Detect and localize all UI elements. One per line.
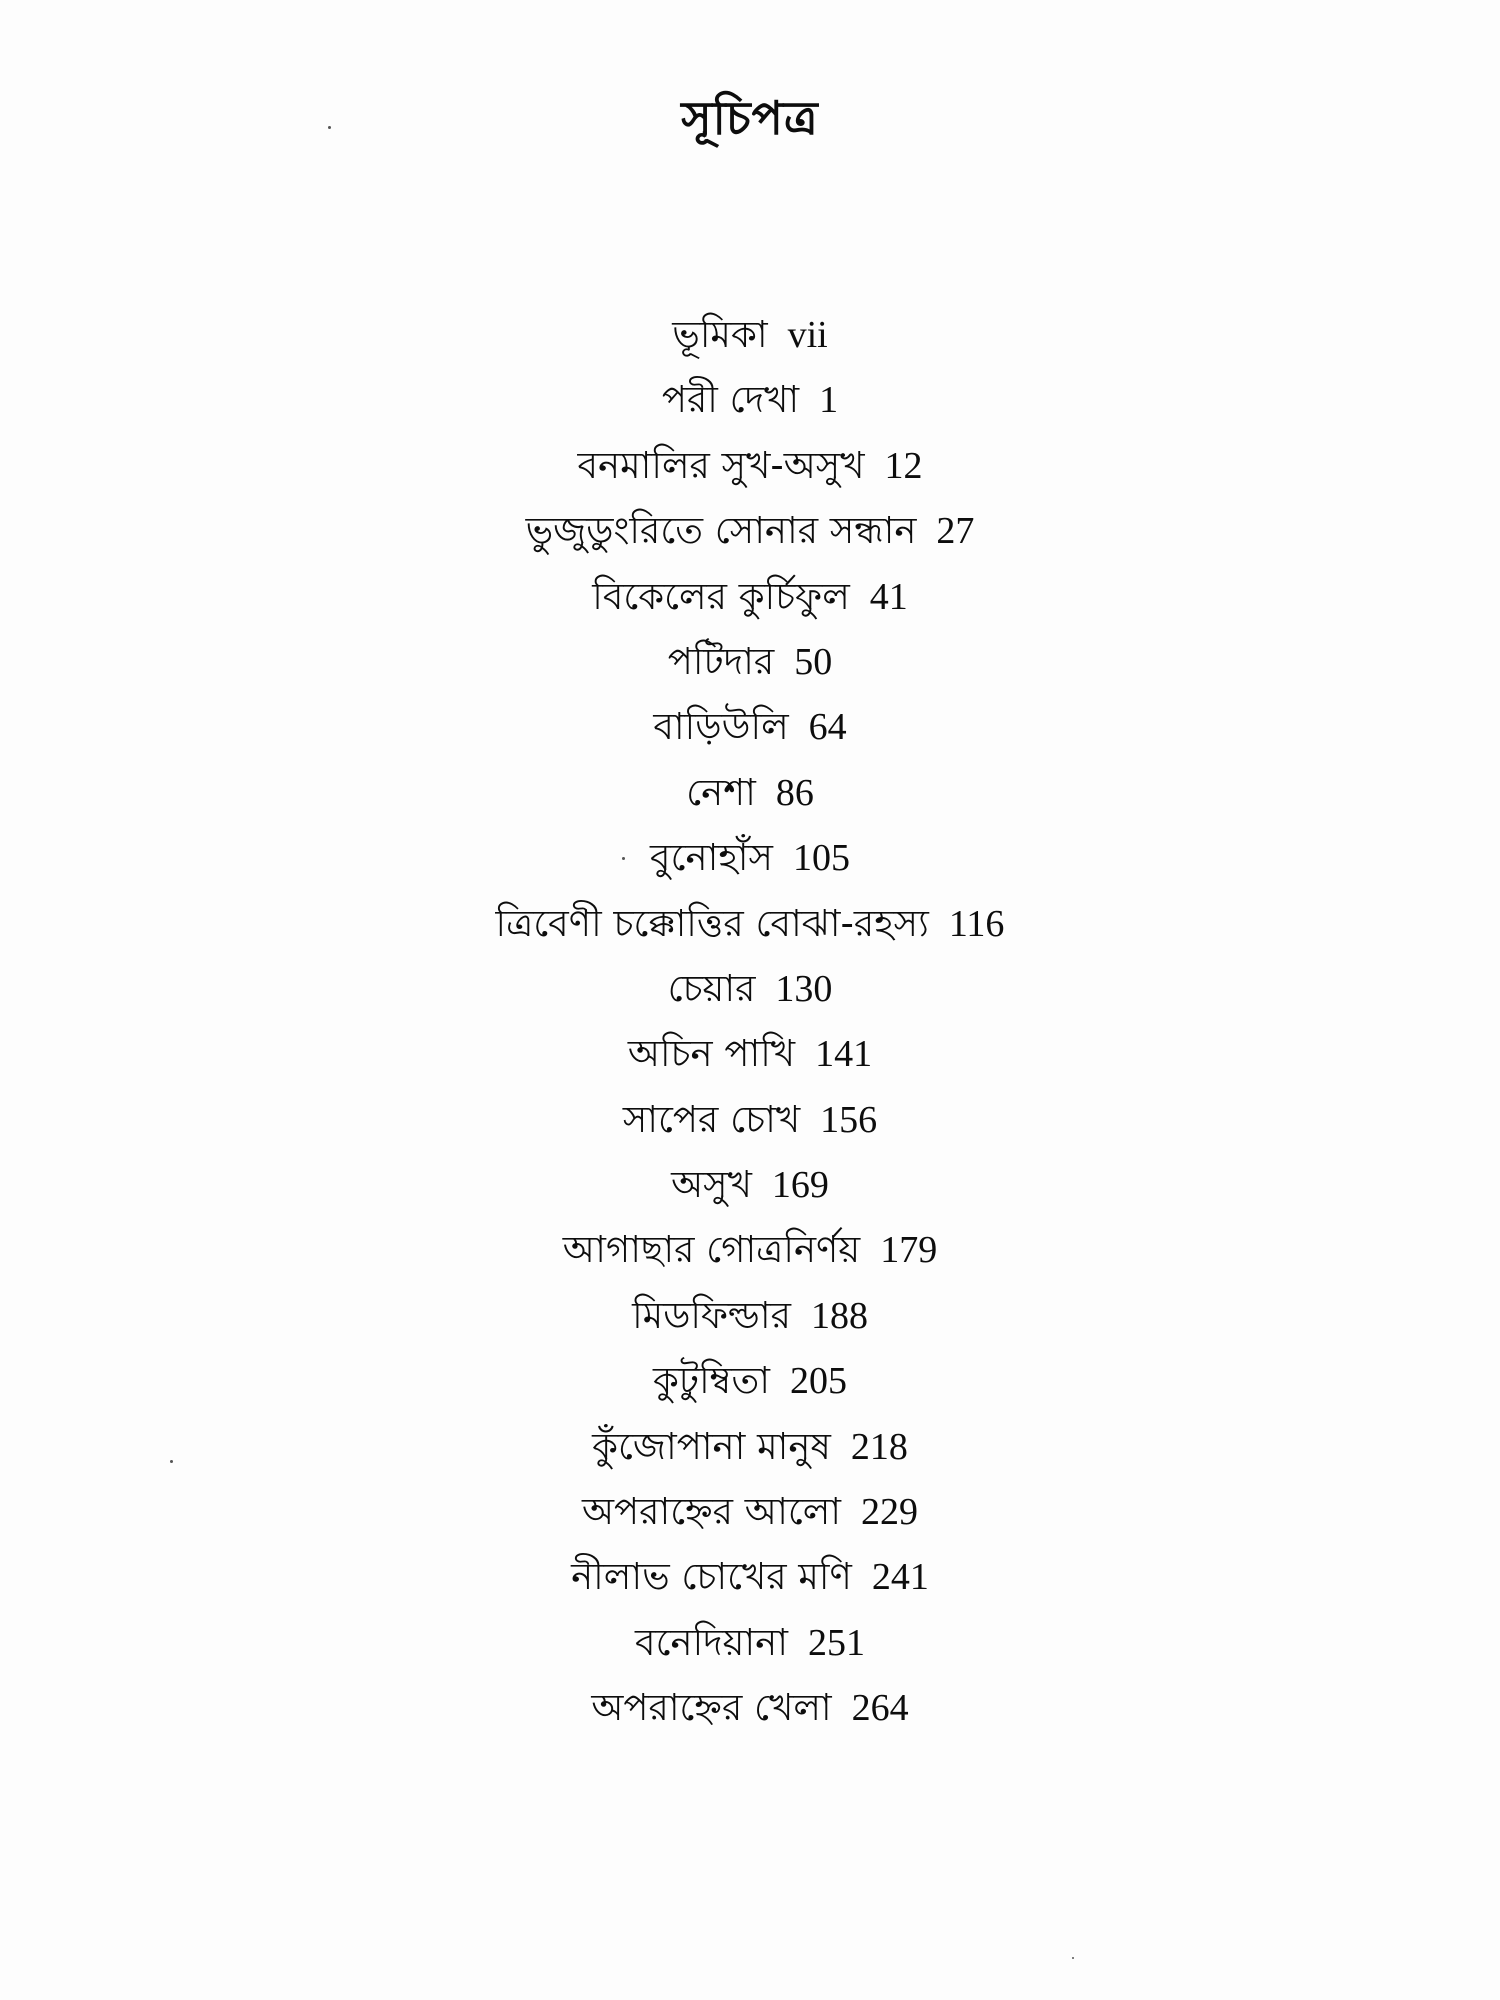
toc-entry	[0, 956, 1500, 1021]
toc-entry-page: 41	[869, 575, 908, 618]
toc-entry-page: 188	[810, 1294, 868, 1337]
toc-entry	[0, 760, 1500, 825]
toc-entry-page: 218	[850, 1425, 908, 1468]
toc-entry-title: অসুখ	[671, 1163, 752, 1207]
toc-entry-page: 156	[820, 1098, 878, 1141]
toc-entry-page: 64	[808, 706, 847, 749]
toc-entry-page: 179	[880, 1229, 938, 1272]
toc-entry	[0, 1479, 1500, 1544]
toc-entry-title: বনেদিয়ানা	[635, 1620, 788, 1664]
toc-entry-page: 229	[861, 1491, 919, 1534]
table-of-contents	[0, 302, 1500, 1741]
toc-entry	[0, 1348, 1500, 1413]
page-title: সূচিপত্র	[681, 91, 819, 145]
toc-entry	[0, 1283, 1500, 1348]
toc-entry-title: বিকেলের কুর্চিফুল	[592, 574, 850, 618]
toc-entry-page: 50	[794, 640, 833, 683]
toc-entry-title: চেয়ার	[667, 966, 756, 1010]
toc-entry	[0, 302, 1500, 367]
toc-entry	[0, 825, 1500, 890]
toc-entry-page: 205	[789, 1360, 847, 1403]
toc-entry-title: বাড়িউলি	[653, 705, 789, 749]
toc-entry-page: 116	[948, 902, 1005, 945]
toc-entry-title: আগাছার গোত্রনির্ণয়	[562, 1228, 861, 1272]
scan-speck	[622, 857, 625, 860]
toc-entry-title: অচিন পাখি	[627, 1032, 796, 1076]
toc-entry	[0, 891, 1500, 956]
toc-entry-page: 27	[936, 510, 975, 553]
toc-entry	[0, 433, 1500, 498]
toc-entry-page: 251	[807, 1621, 865, 1664]
toc-entry	[0, 1414, 1500, 1479]
toc-entry-title: মিডফিল্ডার	[632, 1293, 791, 1337]
toc-entry-title: অপরাহ্নের আলো	[581, 1490, 842, 1534]
toc-entry-page: 169	[771, 1164, 829, 1207]
toc-entry	[0, 694, 1500, 759]
toc-entry-page: 86	[775, 771, 814, 814]
scan-speck	[170, 1460, 173, 1463]
toc-entry-title: কুঁজোপানা মানুষ	[592, 1424, 831, 1468]
toc-entry-title: বনমালির সুখ-অসুখ	[577, 443, 865, 487]
toc-entry	[0, 367, 1500, 432]
toc-entry-title: নীলাভ চোখের মণি	[571, 1555, 852, 1599]
toc-entry	[0, 1021, 1500, 1086]
toc-entry	[0, 1087, 1500, 1152]
scan-speck	[1072, 1957, 1074, 1959]
toc-entry	[0, 564, 1500, 629]
toc-entry	[0, 629, 1500, 694]
toc-entry-page: 141	[815, 1033, 873, 1076]
toc-entry-title: অপরাহ্নের খেলা	[591, 1686, 832, 1730]
toc-entry	[0, 1610, 1500, 1675]
toc-entry	[0, 1217, 1500, 1282]
toc-entry	[0, 1152, 1500, 1217]
toc-entry-title: কুটুম্বিতা	[653, 1359, 770, 1403]
toc-entry-title: নেশা	[686, 770, 756, 814]
toc-entry-title: সাপের চোখ	[622, 1097, 801, 1141]
toc-entry-title: ত্রিবেণী চক্কোত্তির বোঝা-রহস্য	[495, 901, 929, 945]
toc-entry-page: 105	[792, 837, 850, 880]
toc-entry-title: বুনোহাঁস	[650, 836, 773, 880]
toc-entry-page: 1	[819, 379, 839, 422]
toc-entry-page: vii	[787, 314, 828, 356]
toc-entry-page: 12	[884, 444, 923, 487]
toc-entry-title: পটিদার	[667, 639, 775, 683]
toc-entry-title: ভূমিকা	[672, 313, 768, 356]
toc-entry-page: 241	[871, 1556, 929, 1599]
scan-speck	[328, 126, 331, 129]
toc-entry	[0, 1544, 1500, 1609]
toc-entry-title: ভুজুডুংরিতে সোনার সন্ধান	[525, 509, 917, 553]
toc-entry	[0, 498, 1500, 563]
toc-entry-page: 130	[775, 967, 833, 1010]
toc-entry	[0, 1675, 1500, 1740]
toc-entry-title: পরী দেখা	[661, 378, 800, 422]
toc-entry-page: 264	[851, 1687, 909, 1730]
